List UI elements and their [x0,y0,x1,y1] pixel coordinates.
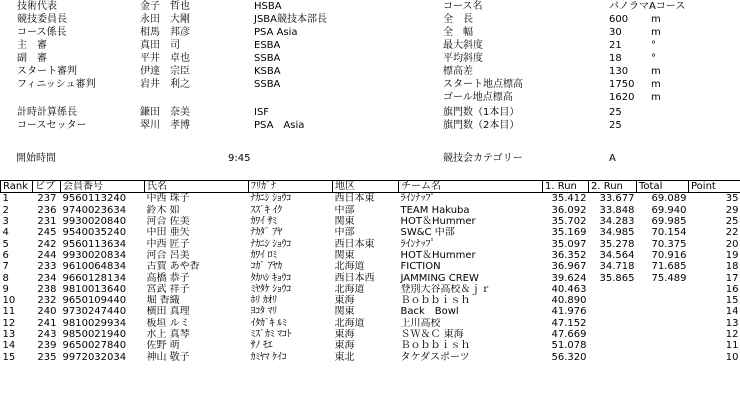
cell-bib: 240 [37,306,57,318]
header-furigana: ﾌﾘｶﾞﾅ [249,181,333,193]
cell-furigana: ｶﾐﾔﾏ ｹｲｺ [250,351,287,363]
cell-point: 10 [725,351,739,363]
cell-rank: 3 [2,216,9,228]
official-org: PSA Asia [254,27,298,38]
cell-run1: 39.624 [551,272,587,284]
official-role: 計時計算係長 [17,107,77,118]
cell-run1: 51.078 [551,340,587,352]
table-row [1,261,740,272]
cell-member-no: 9540035240 [62,227,127,239]
cell-name: 佐野 萌 [146,340,180,352]
cell-bib: 241 [37,317,57,329]
cell-bib: 237 [37,193,57,205]
cell-point: 13 [725,317,739,329]
cell-rank: 2 [2,204,9,216]
cell-point: 35 [725,193,739,205]
table-row [1,238,740,249]
cell-bib: 236 [37,204,57,216]
official-name: 伊達 宗臣 [140,66,190,77]
official-role: コースセッター [17,120,87,131]
cell-bib: 232 [37,295,57,307]
results-table [0,180,740,363]
header-region: 地区 [333,181,399,193]
cell-team: ﾗｲﾝﾅｯﾌﾟ [400,238,436,250]
header-point: Point [689,181,740,193]
cell-member-no: 9560113634 [62,238,127,250]
official-role: 副 審 [17,53,47,64]
cell-region: 東北 [334,351,355,363]
header-name: 氏名 [145,181,249,193]
cell-region: 西日本東 [334,238,375,250]
cell-run2 [589,306,637,317]
course-unit: m [651,79,661,90]
cell-furigana: ﾅｶﾆｼ ｼｮｳｺ [250,193,291,205]
cell-run2 [589,340,637,351]
cell-team: HOT＆Hummer [400,249,476,261]
cell-run1: 56.320 [551,351,587,363]
cell-run2 [589,295,637,306]
header-team: チーム名 [399,181,543,193]
course-unit: m [651,92,661,103]
cell-run2: 35.278 [599,238,635,250]
cell-run2: 34.718 [599,261,635,273]
header-run2: 2. Run [589,181,637,193]
cell-bib: 231 [37,216,57,228]
cell-total: 69.985 [651,216,687,228]
cell-member-no: 9730247440 [62,306,127,318]
cell-run2: 33.677 [599,193,635,205]
cell-rank: 10 [2,295,16,307]
course-unit: m [651,66,661,77]
cell-run1: 47.669 [551,329,587,340]
cell-team: FICTION [400,261,441,273]
official-name: 真田 司 [140,40,180,51]
cell-member-no: 9810029934 [62,317,127,329]
cell-rank: 11 [2,306,16,318]
cell-point: 20 [725,238,739,250]
cell-point: 17 [725,272,739,284]
cell-furigana: ｽｽﾞｷ ｲｸ [250,204,282,216]
course-unit: ° [651,53,656,64]
cell-member-no: 9930020840 [62,216,127,228]
cell-run1: 36.967 [551,261,587,273]
cell-team: Back Bowl [400,306,459,318]
cell-team: HOT＆Hummer [400,216,476,228]
cell-point: 11 [725,340,739,352]
cell-name: 中西 珠子 [146,193,190,205]
cell-furigana: ﾀｶﾊｼ ｷｮｳｺ [250,272,291,284]
course-label: 旗門数（1本目） [443,107,520,118]
cell-point: 18 [725,261,739,273]
cell-rank: 5 [2,238,9,250]
start-time-label: 開始時間 [16,153,56,164]
cell-name: 河合 佐美 [146,216,190,228]
header-total: Total [637,181,689,193]
cell-region: 関東 [334,216,355,228]
cell-point: 12 [725,329,739,340]
cell-member-no: 9650109440 [62,295,127,307]
cell-team: 上川高校 [400,317,441,329]
cell-run1: 41.976 [551,306,587,318]
cell-run2: 34.564 [599,249,635,261]
course-label: 全 幅 [443,27,473,38]
cell-total: 71.685 [651,261,687,273]
course-label: 旗門数（2本目） [443,120,520,131]
cell-total: 70.916 [651,249,687,261]
cell-rank: 14 [2,340,16,352]
cell-member-no: 9850021940 [62,329,127,340]
cell-rank: 12 [2,317,16,329]
official-role: スタート審判 [17,66,77,77]
cell-member-no: 9610064834 [62,261,127,273]
cell-name: 宮武 祥子 [146,283,190,295]
course-label: スタート地点標高 [443,79,523,90]
cell-member-no: 9972032034 [62,351,127,363]
table-row [1,318,740,329]
course-label: 標高差 [443,66,473,77]
cell-bib: 234 [37,272,57,284]
cell-furigana: ﾖｺﾀ ﾏﾘ [250,306,277,318]
cell-team: 登別大谷高校＆ｊｒ [400,283,491,295]
official-name: 岩井 利之 [140,79,190,90]
header-bib: ビブ [33,181,61,193]
cell-point: 15 [725,295,739,307]
cell-run1: 36.352 [551,249,587,261]
official-role: 技術代表 [17,1,57,12]
cell-furigana: ﾐｽﾞｶﾐ ﾏｺﾄ [250,329,292,340]
cell-run2: 35.865 [599,272,635,284]
cell-total [637,351,689,362]
cell-rank: 13 [2,329,16,340]
course-label: 最大斜度 [443,40,483,51]
cell-bib: 243 [37,329,57,340]
cell-rank: 1 [2,193,9,205]
course-value: 18 [609,53,622,64]
table-row [1,329,740,340]
cell-total: 69.940 [651,204,687,216]
course-unit: ° [651,40,656,51]
course-label: 全 長 [443,14,473,25]
cell-name: 横田 真理 [146,306,190,318]
table-row [1,284,740,295]
cell-bib: 244 [37,249,57,261]
cell-name: 鈴木 如 [146,204,180,216]
cell-run1: 36.092 [551,204,587,216]
cell-name: 高橋 恭子 [146,272,190,284]
cell-point: 14 [725,306,739,318]
cell-team: タケダスポーツ [400,351,470,363]
cell-run1: 35.412 [551,193,587,205]
cell-total [637,284,689,295]
course-label: 平均斜度 [443,53,483,64]
cell-team: ＳＷ＆Ｃ 東海 [400,329,464,340]
cell-region: 中部 [334,227,355,239]
course-value: パノラマAコース [609,1,686,12]
official-org: ISF [254,107,270,118]
cell-name: 中西 匠子 [146,238,190,250]
table-row [1,216,740,227]
cell-total: 75.489 [651,272,687,284]
cell-point: 22 [725,227,739,239]
cell-name: 板垣 ルミ [146,317,190,329]
header-run1: 1. Run [543,181,589,193]
course-label: コース名 [443,1,483,12]
cell-region: 中部 [334,204,355,216]
cell-rank: 7 [2,261,9,273]
cell-bib: 239 [37,340,57,352]
cell-run2 [589,351,637,362]
cell-rank: 8 [2,272,9,284]
cell-team: Ｂｏｂｂｉｓｈ [400,295,471,307]
course-value: 130 [609,66,629,77]
cell-furigana: ｶﾜｲ ﾛﾐ [250,249,277,261]
cell-region: 関東 [334,249,355,261]
cell-member-no: 9810013640 [62,283,127,295]
table-row [1,295,740,306]
course-value: 1620 [609,92,635,103]
cell-team: TEAM Hakuba [400,204,470,216]
cell-region: 西日本東 [334,193,375,205]
table-row [1,227,740,238]
course-unit: m [651,14,661,25]
cell-region: 関東 [334,306,355,318]
cell-furigana: ﾐﾔﾀｹ ｼｮｳｺ [250,283,291,295]
table-row [1,250,740,261]
cell-region: 北海道 [334,261,365,273]
course-value: 21 [609,40,622,51]
cell-member-no: 9650027840 [62,340,127,352]
table-row [1,205,740,216]
cell-name: 神山 敬子 [146,351,190,363]
table-row [1,272,740,283]
cell-total [637,329,689,340]
cell-point: 29 [725,204,739,216]
official-org: HSBA [254,1,282,12]
cell-name: 河合 呂美 [146,249,190,261]
official-name: 永田 大剛 [140,14,190,25]
cell-furigana: ｻﾉ ﾓｴ [250,340,273,352]
start-time-value: 9:45 [228,153,251,164]
cell-total: 70.154 [651,227,687,239]
official-name: 平井 卓也 [140,53,190,64]
course-label: ゴール地点標高 [443,92,513,103]
cell-furigana: ｲﾀｶﾞｷ ﾙﾐ [250,317,287,329]
cell-rank: 4 [2,227,9,239]
official-org: KSBA [254,66,281,77]
cell-run2 [589,318,637,329]
cell-region: 東海 [334,295,355,307]
cell-run2: 33.848 [599,204,635,216]
cell-total [637,295,689,306]
cell-region: 東海 [334,329,355,340]
official-org: PSA Asia [254,120,305,131]
cell-region: 北海道 [334,317,365,329]
table-row [1,306,740,317]
cell-bib: 238 [37,283,57,295]
cell-bib: 233 [37,261,57,273]
cell-bib: 235 [37,351,57,363]
cell-name: 堀 香織 [146,295,180,307]
cell-bib: 245 [37,227,57,239]
header-member-no: 会員番号 [61,181,145,193]
cell-rank: 6 [2,249,9,261]
cell-run1: 47.152 [551,317,587,329]
cell-furigana: ﾅｶﾀﾞ ｱﾔ [250,227,282,239]
cell-total [637,306,689,317]
official-org: ESBA [254,40,281,51]
official-role: 主 審 [17,40,47,51]
official-name: 金子 哲也 [140,1,190,12]
cell-name: 古賀 あや香 [146,261,200,273]
table-header-row [1,181,740,193]
official-org: SSBA [254,79,281,90]
official-name: 翠川 孝博 [140,120,190,131]
cell-run2 [589,284,637,295]
cell-point: 19 [725,249,739,261]
cell-total: 69.089 [651,193,687,205]
cell-run2: 34.283 [599,216,635,228]
cell-rank: 15 [2,351,16,363]
course-value: 1750 [609,79,635,90]
cell-bib: 242 [37,238,57,250]
cell-furigana: ｺｶﾞ ｱﾔｶ [250,261,282,273]
cell-total [637,318,689,329]
course-value: 25 [609,120,622,131]
official-org: JSBA競技本部長 [254,14,327,25]
table-row [1,351,740,362]
cell-member-no: 9740023634 [62,204,127,216]
official-name: 鎌田 奈美 [140,107,190,118]
table-row [1,193,740,205]
cell-run1: 35.097 [551,238,587,250]
cell-point: 16 [725,283,739,295]
course-unit: m [651,27,661,38]
course-value: 600 [609,14,629,25]
cell-team: SW&C 中部 [400,227,455,239]
cell-furigana: ﾎﾘ ｶｵﾘ [250,295,277,307]
cell-region: 北海道 [334,283,365,295]
cell-point: 25 [725,216,739,228]
cell-member-no: 9660128134 [62,272,127,284]
official-role: フィニッシュ審判 [17,79,96,90]
cell-team: Ｂｏｂｂｉｓｈ [400,340,471,352]
course-value: 30 [609,27,622,38]
cell-region: 東海 [334,340,355,352]
cell-run1: 40.890 [551,295,587,307]
cell-name: 中田 亜矢 [146,227,190,239]
cell-member-no: 9930020834 [62,249,127,261]
cell-run1: 35.169 [551,227,587,239]
cell-rank: 9 [2,283,9,295]
cell-region: 西日本西 [334,272,375,284]
official-org: SSBA [254,53,281,64]
cell-run1: 40.463 [551,283,587,295]
header-rank: Rank [1,181,33,193]
cell-total [637,340,689,351]
cell-total: 70.375 [651,238,687,250]
table-row [1,340,740,351]
cell-member-no: 9560113240 [62,193,127,205]
cell-run2 [589,329,637,340]
cell-run1: 35.702 [551,216,587,228]
official-role: コース係長 [17,27,67,38]
official-role: 競技委員長 [17,14,67,25]
cell-furigana: ｶﾜｲ ｻﾐ [250,216,277,228]
category-label: 競技会カテゴリー [443,153,523,164]
course-value: 25 [609,107,622,118]
category-value: A [609,153,616,164]
cell-team: ﾗｲﾝﾅｯﾌﾟ [400,193,436,205]
cell-run2: 34.985 [599,227,635,239]
cell-name: 水上 真琴 [146,329,190,340]
official-name: 相馬 邦彦 [140,27,190,38]
cell-team: JAMMING CREW [400,272,479,284]
cell-furigana: ﾅｶﾆｼ ｼｮｳｺ [250,238,291,250]
